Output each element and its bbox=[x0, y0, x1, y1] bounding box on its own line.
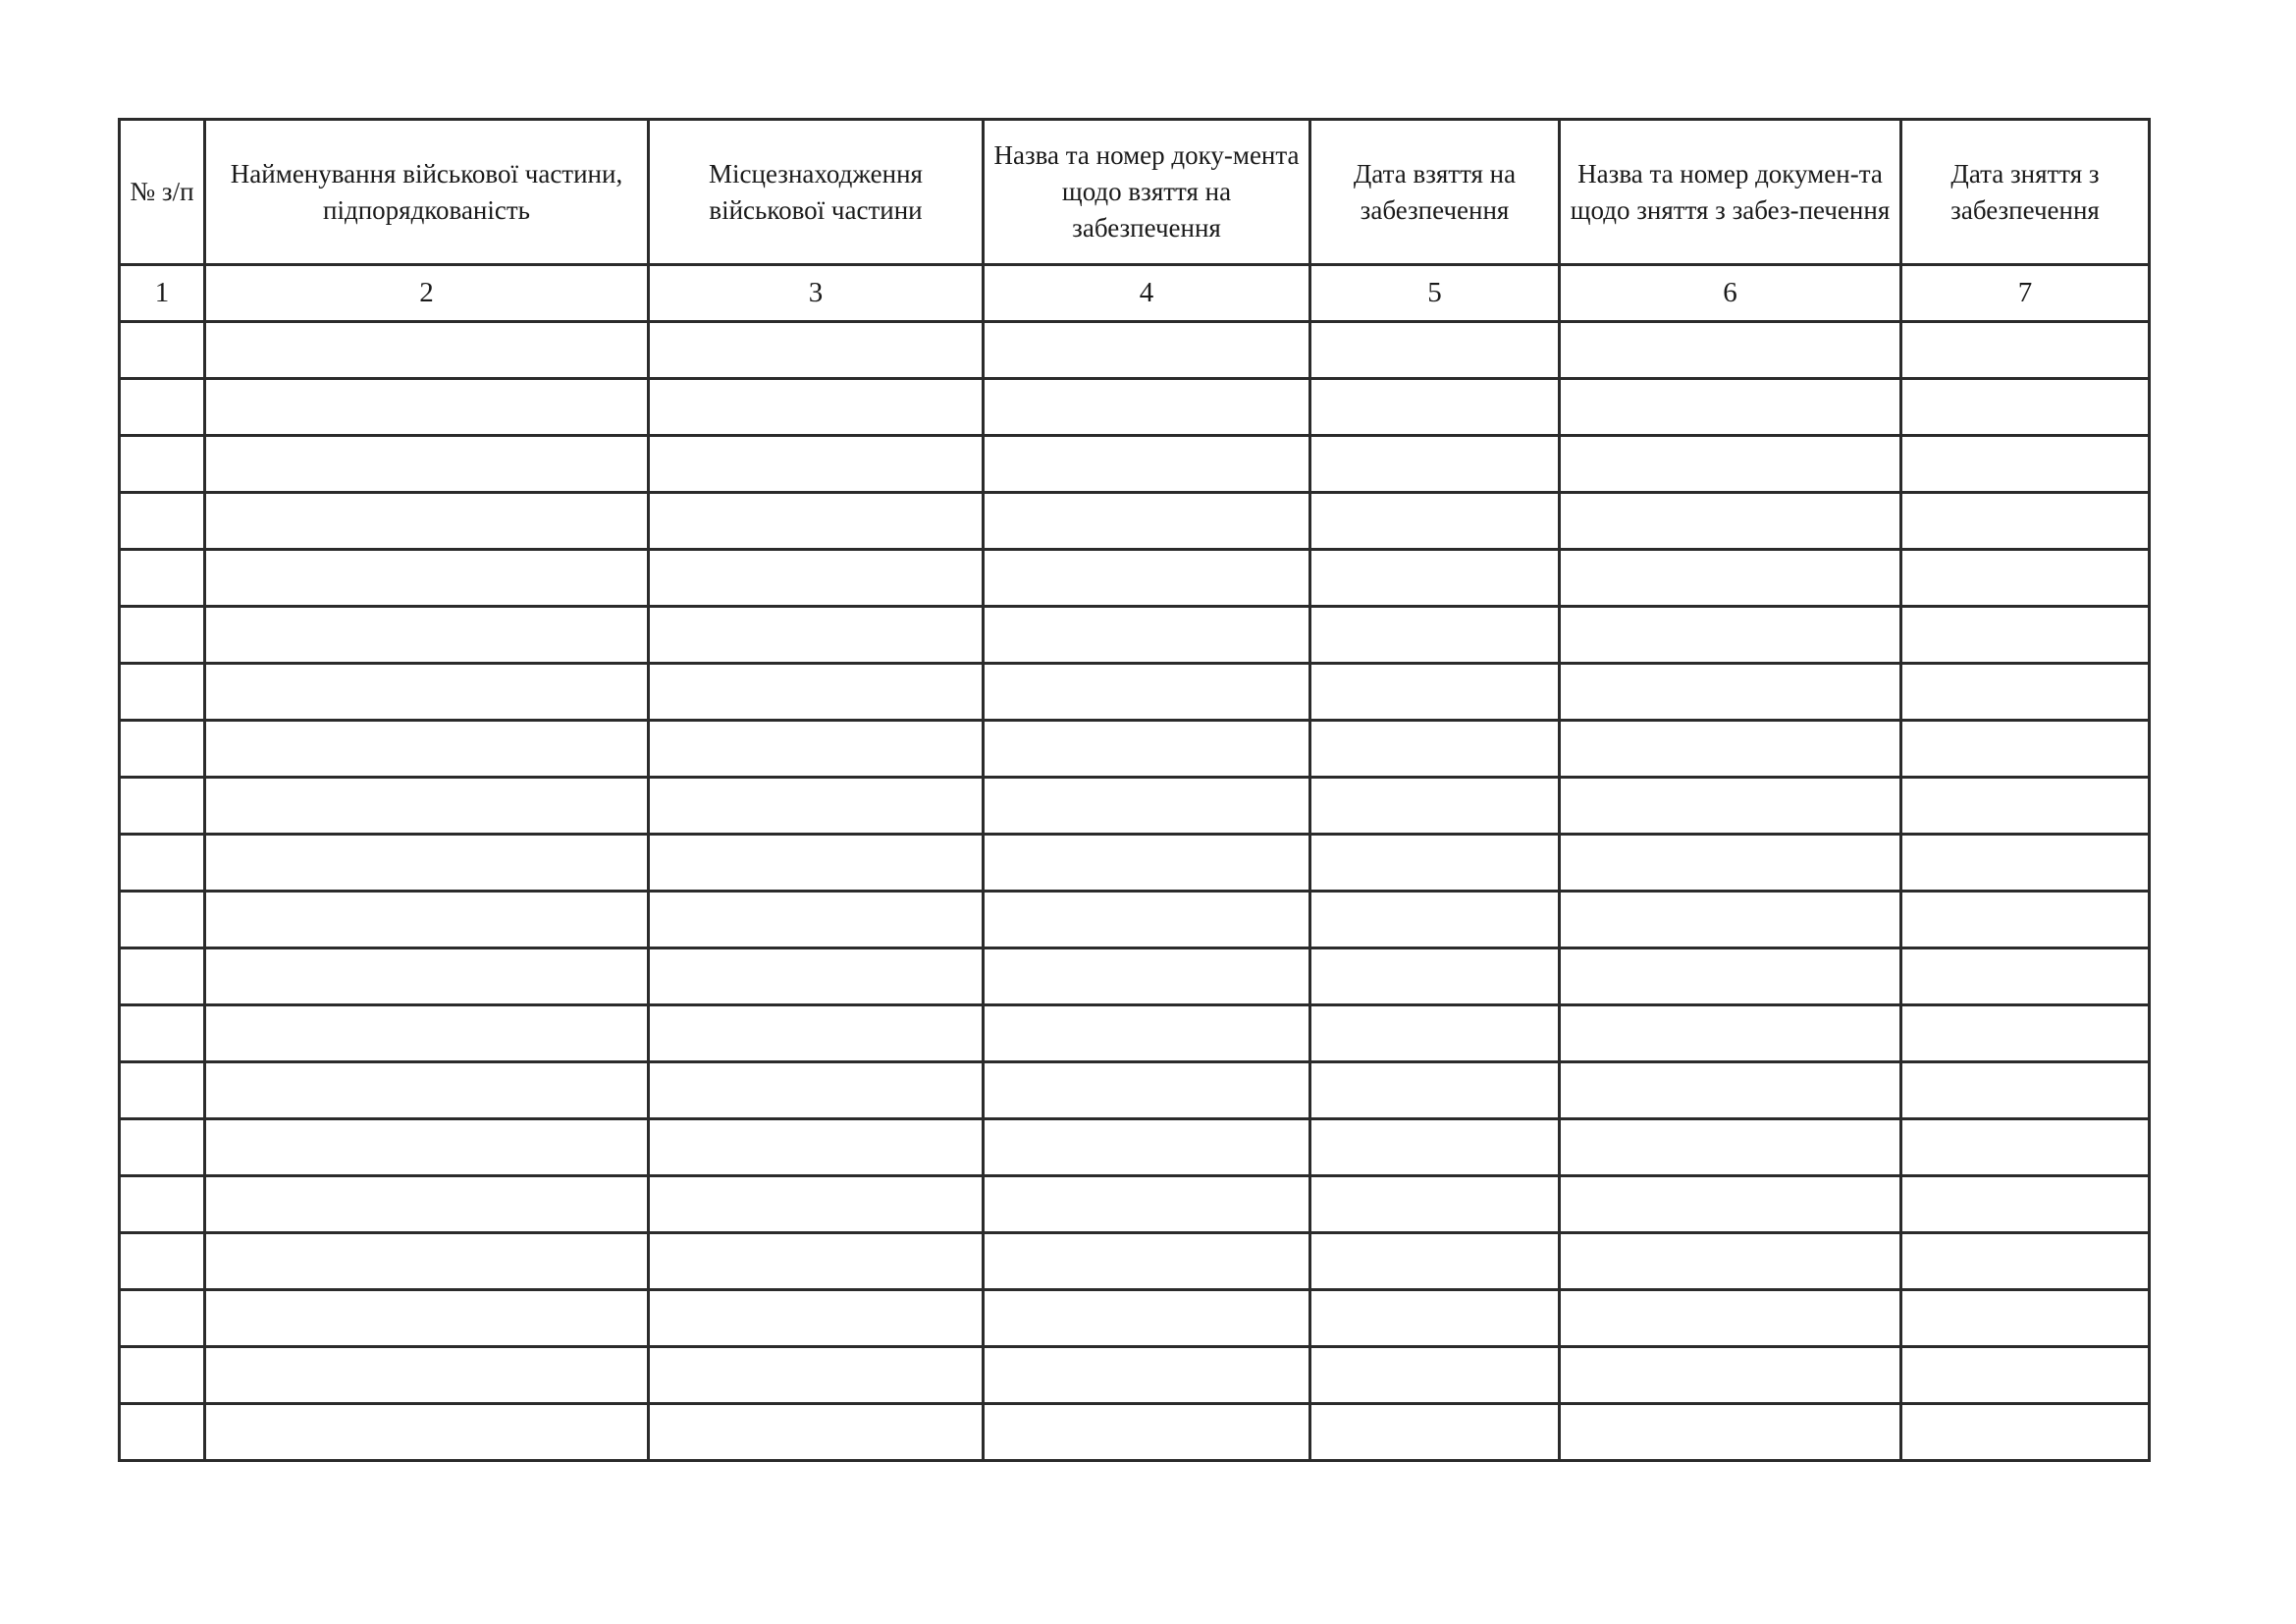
table-cell[interactable] bbox=[984, 436, 1310, 493]
table-cell[interactable] bbox=[984, 322, 1310, 379]
table-cell[interactable] bbox=[649, 721, 984, 778]
table-cell[interactable] bbox=[1560, 1062, 1901, 1119]
table-cell[interactable] bbox=[1560, 778, 1901, 835]
table-cell[interactable] bbox=[1310, 436, 1560, 493]
table-cell[interactable] bbox=[984, 607, 1310, 664]
table-cell[interactable] bbox=[1310, 1062, 1560, 1119]
table-cell[interactable] bbox=[649, 1347, 984, 1404]
table-cell[interactable] bbox=[649, 1119, 984, 1176]
table-row bbox=[120, 322, 2150, 379]
table-cell[interactable] bbox=[1901, 493, 2150, 550]
table-cell[interactable] bbox=[1560, 1233, 1901, 1290]
table-cell[interactable] bbox=[1901, 1005, 2150, 1062]
table-row bbox=[120, 664, 2150, 721]
table-cell[interactable] bbox=[1901, 1233, 2150, 1290]
table-cell[interactable] bbox=[984, 550, 1310, 607]
table-row bbox=[120, 721, 2150, 778]
table-cell[interactable] bbox=[984, 379, 1310, 436]
table-row bbox=[120, 379, 2150, 436]
table-cell[interactable] bbox=[205, 379, 649, 436]
table-cell[interactable] bbox=[984, 778, 1310, 835]
table-cell[interactable] bbox=[120, 493, 205, 550]
table-cell[interactable] bbox=[120, 835, 205, 892]
table-cell[interactable] bbox=[205, 1404, 649, 1461]
header-location: Місцезнаходження військової частини bbox=[649, 120, 984, 265]
table-cell[interactable] bbox=[1310, 664, 1560, 721]
table-cell[interactable] bbox=[120, 1062, 205, 1119]
table-cell[interactable] bbox=[649, 1005, 984, 1062]
table-row bbox=[120, 1062, 2150, 1119]
table-row bbox=[120, 1347, 2150, 1404]
header-unit-name: Найменування військової частини, підпорядкованість bbox=[205, 120, 649, 265]
table-cell[interactable] bbox=[1310, 778, 1560, 835]
table-cell[interactable] bbox=[205, 1005, 649, 1062]
header-row bbox=[120, 120, 2150, 265]
table-cell[interactable] bbox=[1901, 1062, 2150, 1119]
table-cell[interactable] bbox=[1310, 835, 1560, 892]
table-cell[interactable] bbox=[1310, 892, 1560, 948]
column-number: 6 bbox=[1560, 265, 1901, 322]
table-row bbox=[120, 778, 2150, 835]
table-cell[interactable] bbox=[1310, 1176, 1560, 1233]
register-table bbox=[118, 118, 2151, 1462]
table-cell[interactable] bbox=[649, 493, 984, 550]
table-cell[interactable] bbox=[205, 493, 649, 550]
table-cell[interactable] bbox=[205, 607, 649, 664]
column-number: 7 bbox=[1901, 265, 2150, 322]
column-number: 2 bbox=[205, 265, 649, 322]
table-cell[interactable] bbox=[649, 550, 984, 607]
table-cell[interactable] bbox=[120, 778, 205, 835]
table-cell[interactable] bbox=[1560, 835, 1901, 892]
table-cell[interactable] bbox=[1560, 1347, 1901, 1404]
table-cell[interactable] bbox=[984, 1062, 1310, 1119]
table-cell[interactable] bbox=[1310, 493, 1560, 550]
table-cell[interactable] bbox=[205, 322, 649, 379]
table-row bbox=[120, 550, 2150, 607]
table-cell[interactable] bbox=[120, 550, 205, 607]
table-cell[interactable] bbox=[984, 835, 1310, 892]
table-cell[interactable] bbox=[1310, 1347, 1560, 1404]
table-cell[interactable] bbox=[1560, 948, 1901, 1005]
table-cell[interactable] bbox=[984, 1347, 1310, 1404]
table-cell[interactable] bbox=[120, 1119, 205, 1176]
table-row bbox=[120, 948, 2150, 1005]
table-cell[interactable] bbox=[205, 778, 649, 835]
table-cell[interactable] bbox=[120, 1005, 205, 1062]
table-cell[interactable] bbox=[1310, 1404, 1560, 1461]
table-cell[interactable] bbox=[649, 436, 984, 493]
table-cell[interactable] bbox=[120, 1404, 205, 1461]
table-cell[interactable] bbox=[1901, 1290, 2150, 1347]
table-cell[interactable] bbox=[1901, 550, 2150, 607]
table-cell[interactable] bbox=[120, 436, 205, 493]
table-row bbox=[120, 892, 2150, 948]
table-cell[interactable] bbox=[1560, 322, 1901, 379]
table-cell[interactable] bbox=[1901, 892, 2150, 948]
table-cell[interactable] bbox=[1310, 1290, 1560, 1347]
header-date-removal: Дата зняття з забезпечення bbox=[1901, 120, 2150, 265]
table-cell[interactable] bbox=[1560, 550, 1901, 607]
table-cell[interactable] bbox=[205, 892, 649, 948]
table-cell[interactable] bbox=[120, 1176, 205, 1233]
table-cell[interactable] bbox=[1901, 778, 2150, 835]
table-cell[interactable] bbox=[1310, 721, 1560, 778]
table-cell[interactable] bbox=[1901, 379, 2150, 436]
table-cell[interactable] bbox=[205, 436, 649, 493]
table-cell[interactable] bbox=[1560, 721, 1901, 778]
table-cell[interactable] bbox=[984, 948, 1310, 1005]
table-cell[interactable] bbox=[984, 1176, 1310, 1233]
table-cell[interactable] bbox=[649, 1062, 984, 1119]
table-cell[interactable] bbox=[120, 721, 205, 778]
table-cell[interactable] bbox=[120, 1290, 205, 1347]
table-cell[interactable] bbox=[649, 892, 984, 948]
table-cell[interactable] bbox=[984, 892, 1310, 948]
table-row bbox=[120, 436, 2150, 493]
table-cell[interactable] bbox=[984, 1290, 1310, 1347]
table-cell[interactable] bbox=[1310, 1005, 1560, 1062]
table-cell[interactable] bbox=[1560, 607, 1901, 664]
table-cell[interactable] bbox=[1310, 607, 1560, 664]
table-cell[interactable] bbox=[649, 1290, 984, 1347]
table-cell[interactable] bbox=[1560, 1119, 1901, 1176]
table-cell[interactable] bbox=[1901, 1176, 2150, 1233]
table-cell[interactable] bbox=[120, 379, 205, 436]
table-row bbox=[120, 1119, 2150, 1176]
table-row bbox=[120, 1176, 2150, 1233]
table-cell[interactable] bbox=[984, 721, 1310, 778]
table-cell[interactable] bbox=[1310, 379, 1560, 436]
table-cell[interactable] bbox=[984, 1005, 1310, 1062]
header-doc-enrollment: Назва та номер доку-мента щодо взяття на забезпечення bbox=[984, 120, 1310, 265]
table-cell[interactable] bbox=[205, 721, 649, 778]
header-date-enrollment: Дата взяття на забезпечення bbox=[1310, 120, 1560, 265]
table-cell[interactable] bbox=[649, 1404, 984, 1461]
table-cell[interactable] bbox=[1560, 493, 1901, 550]
table-cell[interactable] bbox=[1901, 1119, 2150, 1176]
table-row bbox=[120, 1005, 2150, 1062]
table-cell[interactable] bbox=[120, 322, 205, 379]
table-cell[interactable] bbox=[120, 607, 205, 664]
table-cell[interactable] bbox=[1901, 1404, 2150, 1461]
table-cell[interactable] bbox=[205, 1233, 649, 1290]
table-cell[interactable] bbox=[1901, 664, 2150, 721]
table-cell[interactable] bbox=[649, 379, 984, 436]
table-row bbox=[120, 1233, 2150, 1290]
table-cell[interactable] bbox=[984, 1404, 1310, 1461]
table-cell[interactable] bbox=[1560, 1290, 1901, 1347]
table-cell[interactable] bbox=[1901, 607, 2150, 664]
table-cell[interactable] bbox=[205, 1347, 649, 1404]
table-cell[interactable] bbox=[649, 1176, 984, 1233]
table-cell[interactable] bbox=[205, 1176, 649, 1233]
column-number-row bbox=[120, 265, 2150, 322]
column-number: 1 bbox=[120, 265, 205, 322]
table-row bbox=[120, 835, 2150, 892]
table-cell[interactable] bbox=[1310, 322, 1560, 379]
table-cell[interactable] bbox=[984, 493, 1310, 550]
table-cell[interactable] bbox=[120, 664, 205, 721]
table-cell[interactable] bbox=[1901, 948, 2150, 1005]
table-cell[interactable] bbox=[205, 664, 649, 721]
table-cell[interactable] bbox=[1560, 664, 1901, 721]
table-cell[interactable] bbox=[1901, 835, 2150, 892]
column-number: 5 bbox=[1310, 265, 1560, 322]
table-cell[interactable] bbox=[1560, 1005, 1901, 1062]
table-cell[interactable] bbox=[984, 1233, 1310, 1290]
column-number: 3 bbox=[649, 265, 984, 322]
table-cell[interactable] bbox=[120, 1347, 205, 1404]
table-cell[interactable] bbox=[1310, 948, 1560, 1005]
table-cell[interactable] bbox=[649, 664, 984, 721]
table-cell[interactable] bbox=[1560, 892, 1901, 948]
table-cell[interactable] bbox=[120, 892, 205, 948]
table-cell[interactable] bbox=[205, 550, 649, 607]
table-cell[interactable] bbox=[1901, 721, 2150, 778]
table-cell[interactable] bbox=[649, 607, 984, 664]
table-row bbox=[120, 1290, 2150, 1347]
table-cell[interactable] bbox=[120, 948, 205, 1005]
table-cell[interactable] bbox=[1310, 550, 1560, 607]
table-cell[interactable] bbox=[1560, 1404, 1901, 1461]
table-cell[interactable] bbox=[649, 1233, 984, 1290]
table-body bbox=[120, 322, 2150, 1461]
table-cell[interactable] bbox=[205, 1290, 649, 1347]
table-cell[interactable] bbox=[1560, 1176, 1901, 1233]
table-cell[interactable] bbox=[1901, 436, 2150, 493]
table-cell[interactable] bbox=[205, 1119, 649, 1176]
table-cell[interactable] bbox=[984, 1119, 1310, 1176]
header-index: № з/п bbox=[120, 120, 205, 265]
table-row bbox=[120, 1404, 2150, 1461]
table-cell[interactable] bbox=[1901, 1347, 2150, 1404]
table-cell[interactable] bbox=[120, 1233, 205, 1290]
table-cell[interactable] bbox=[649, 322, 984, 379]
table-cell[interactable] bbox=[1310, 1119, 1560, 1176]
table-cell[interactable] bbox=[984, 664, 1310, 721]
table-cell[interactable] bbox=[205, 835, 649, 892]
column-number: 4 bbox=[984, 265, 1310, 322]
header-doc-removal: Назва та номер докумен-та щодо зняття з забез-печення bbox=[1560, 120, 1901, 265]
table-cell[interactable] bbox=[205, 1062, 649, 1119]
table-cell[interactable] bbox=[649, 948, 984, 1005]
table-row bbox=[120, 493, 2150, 550]
table-cell[interactable] bbox=[1310, 1233, 1560, 1290]
table-row bbox=[120, 607, 2150, 664]
table-cell[interactable] bbox=[1560, 379, 1901, 436]
table-cell[interactable] bbox=[1560, 436, 1901, 493]
table-cell[interactable] bbox=[205, 948, 649, 1005]
table-cell[interactable] bbox=[649, 778, 984, 835]
table-cell[interactable] bbox=[649, 835, 984, 892]
table-cell[interactable] bbox=[1901, 322, 2150, 379]
